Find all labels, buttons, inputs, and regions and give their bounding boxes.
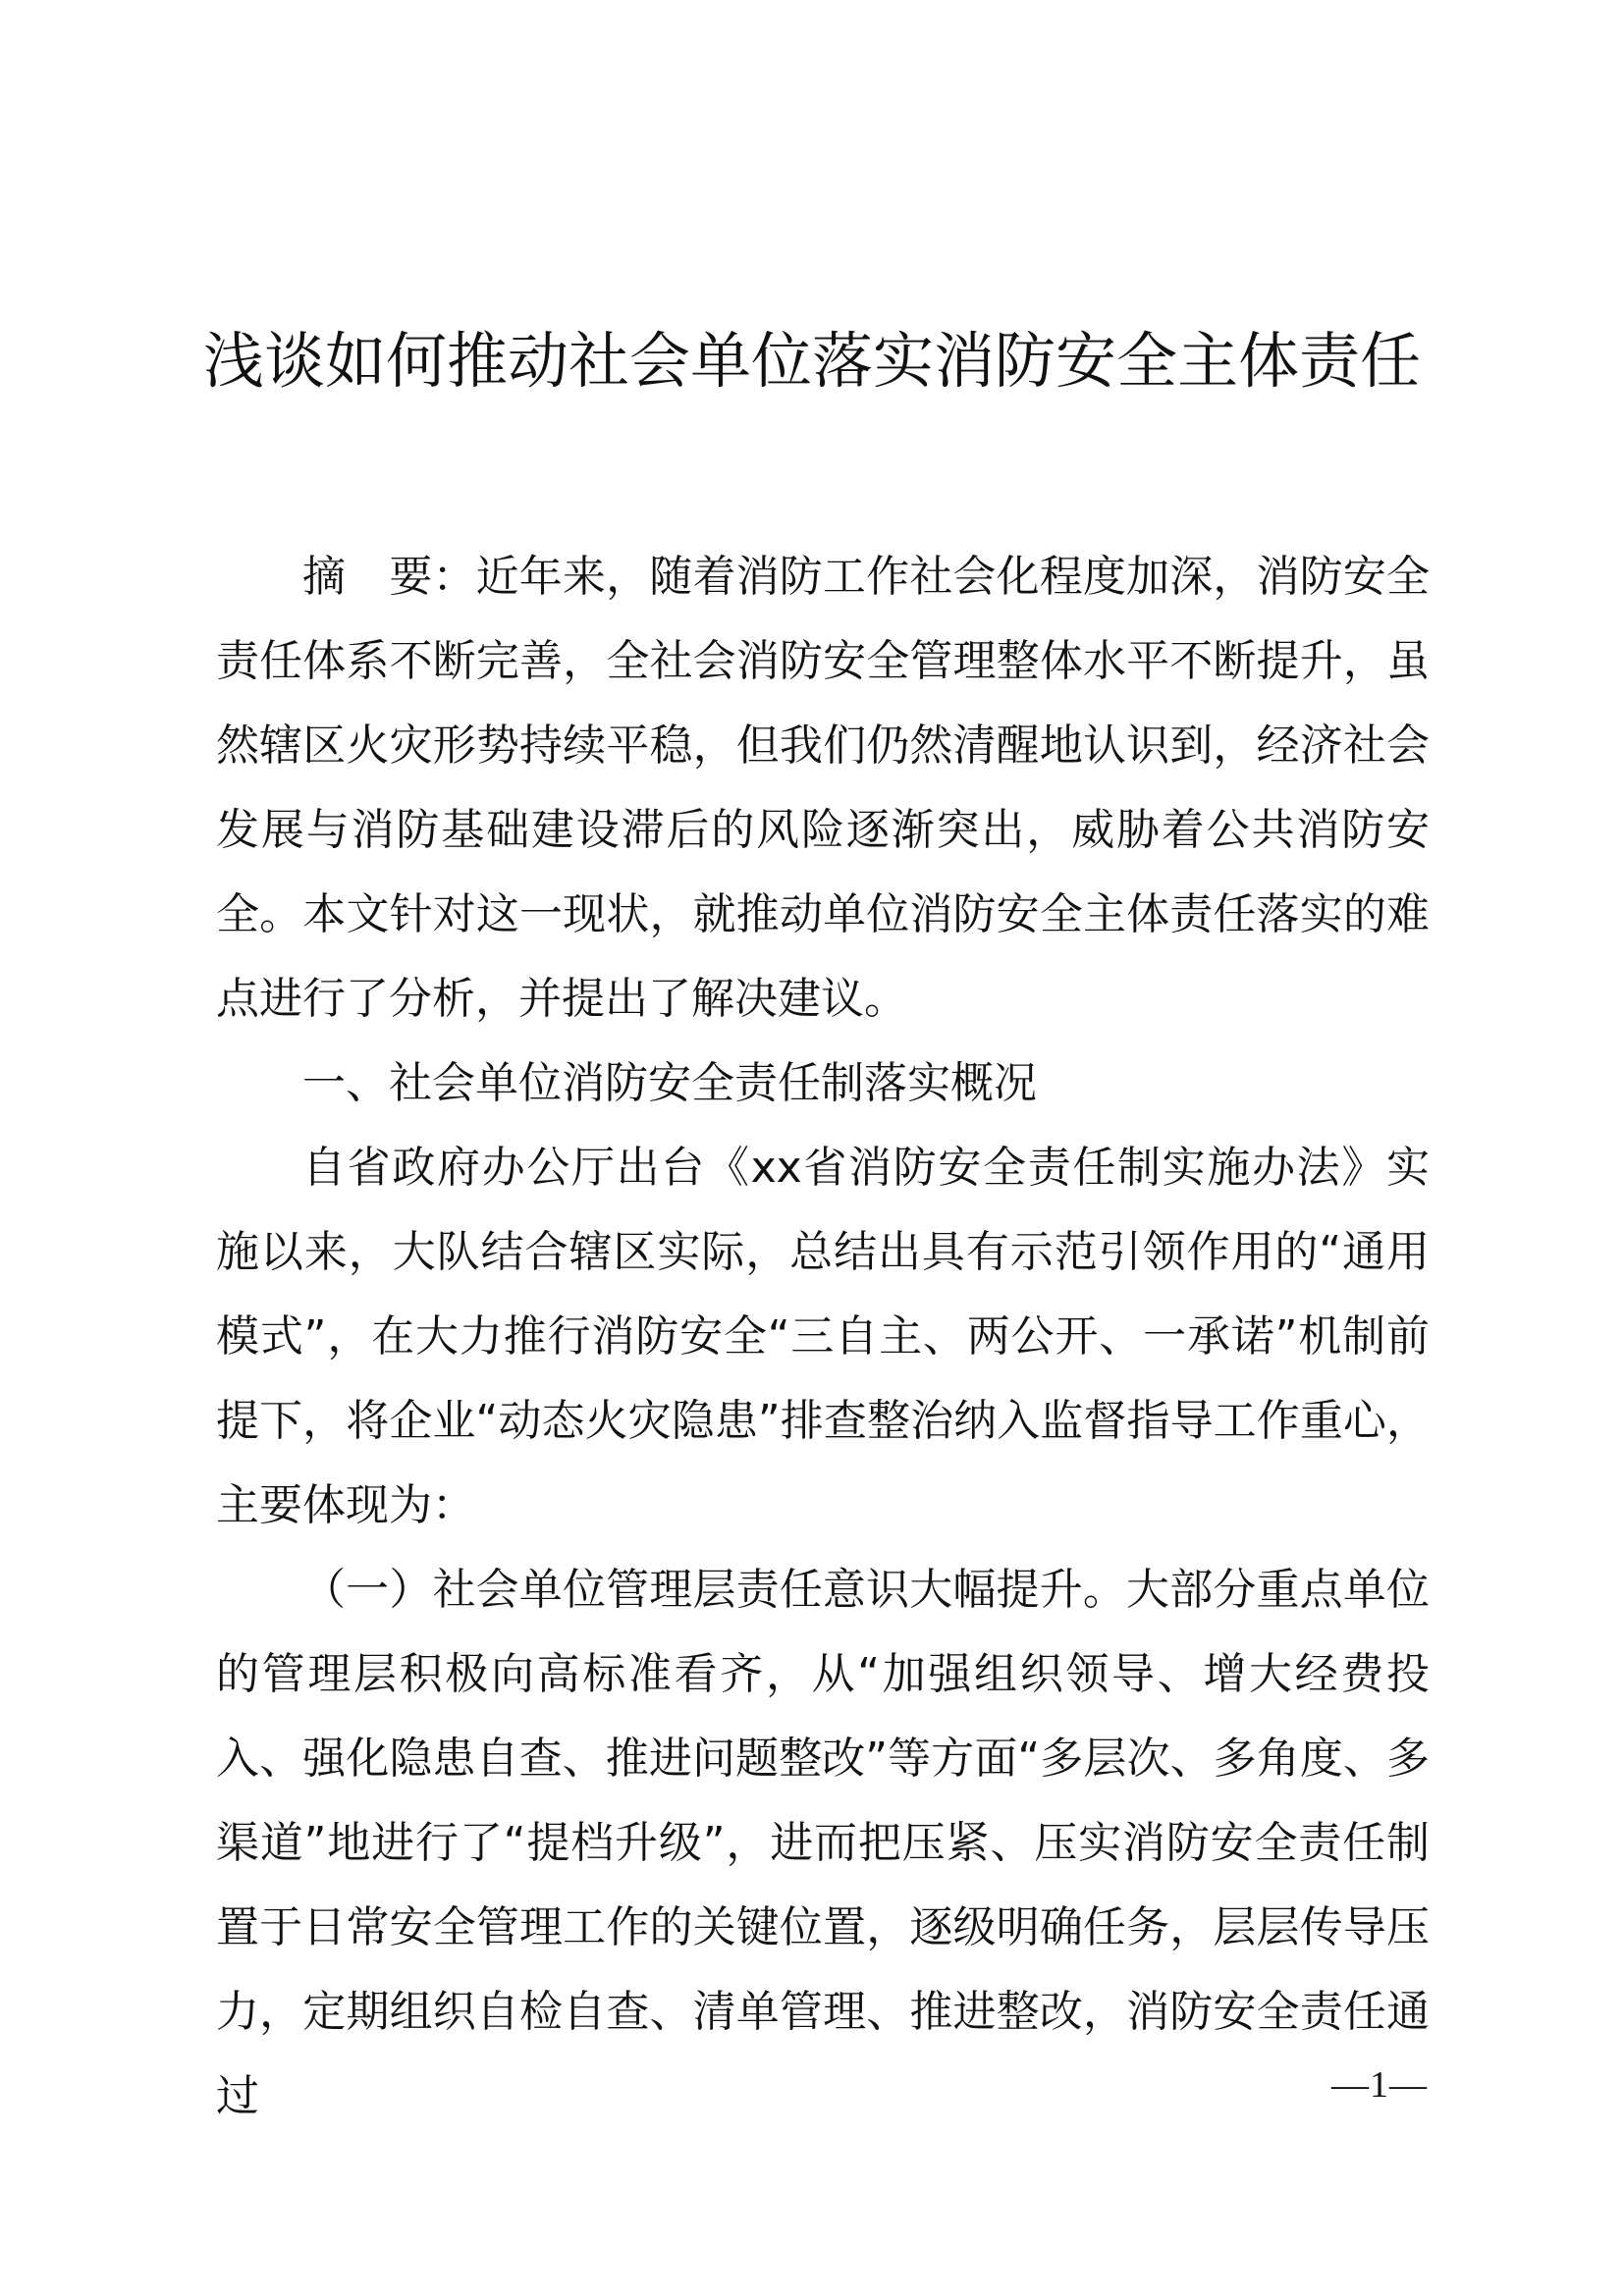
abstract-paragraph: 摘 要：近年来，随着消防工作社会化程度加深，消防安全责任体系不断完善，全社会消防安全管理整体水平不断提升，虽然辖区火灾形势持续平稳，但我们仍然清醒地认识到，经济社会发展与消防基础建设滞后的风险逐渐突出，威胁着公共消防安全。本文针对这一现状，就推动单位消防安全主体责任落实的难点进行了分析，并提出了解决建议。 [216,552,1430,1024]
page-number: —1— [1331,2064,1428,2106]
section-paragraph-1: 自省政府办公厅出台《xx省消防安全责任制实施办法》实施以来，大队结合辖区实际，总结出具有示范引领作用的“通用模式”，在大力推行消防安全“三自主、两公开、一承诺”机制前提下，将企业“动态火灾隐患”排查整治纳入监督指导工作重心，主要体现为： [216,1143,1430,1530]
document-title: 浅谈如何推动社会单位落实消防安全主体责任 [202,325,1421,397]
section-heading-1: 一、社会单位消防安全责任制落实概况 [302,1058,1037,1108]
subsection-paragraph-1: （一）社会单位管理层责任意识大幅提升。大部分重点单位的管理层积极向高标准看齐，从“加强组织领导、增大经费投入、强化隐患自查、推进问题整改”等方面“多层次、多角度、多渠道”地进行了“提档升级”，进而把压紧、压实消防安全责任制置于日常安全管理工作的关键位置，逐级明确任务，层层传导压力，定期组织自检自查、清单管理、推进整改，消防安全责任通过 [216,1565,1430,2121]
document-body [216,535,1430,2139]
